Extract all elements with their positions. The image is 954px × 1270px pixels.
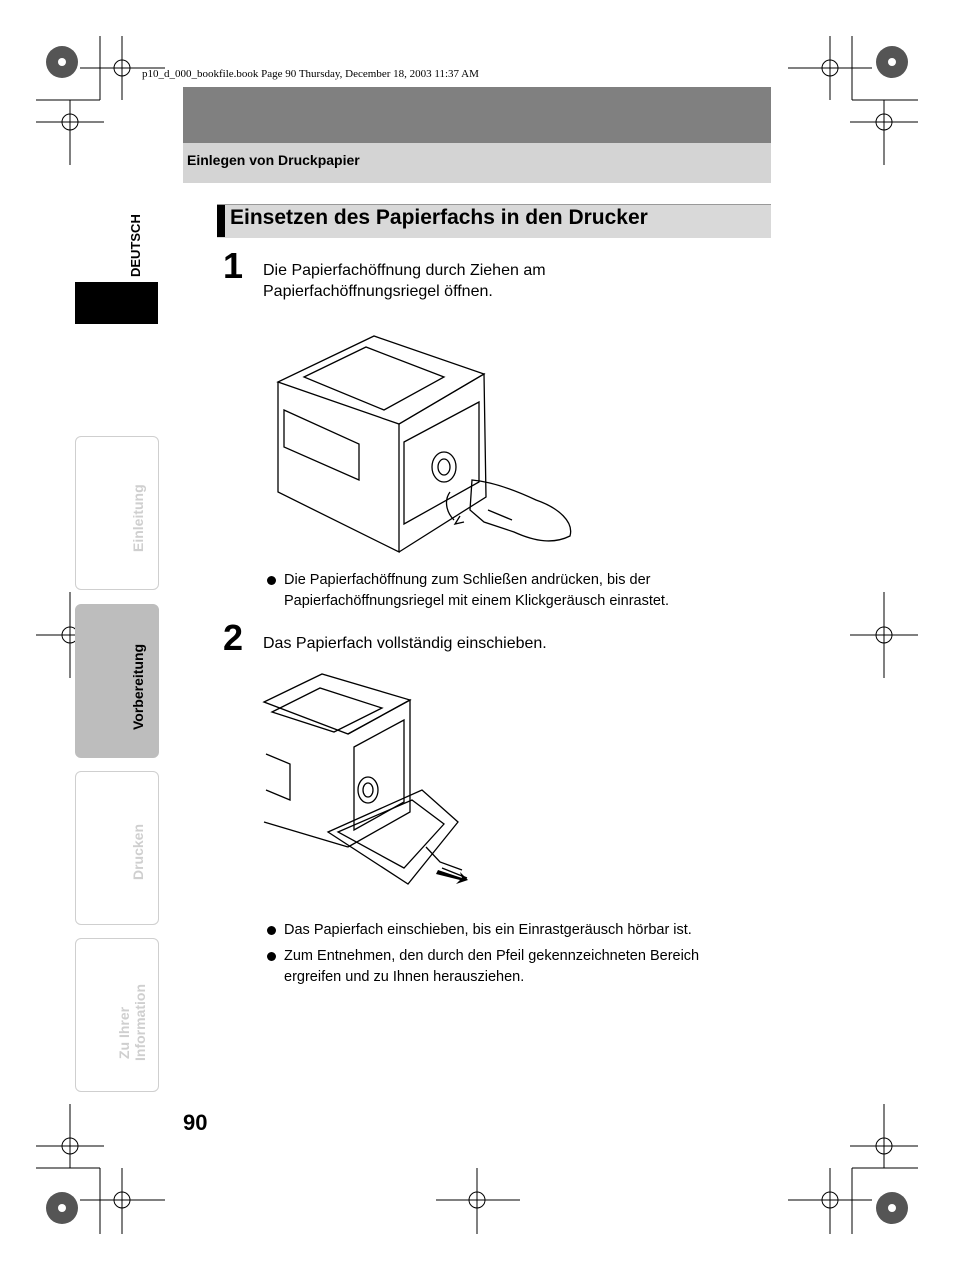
tab-vorbereitung-label: Vorbereitung [130,643,146,730]
step-2-bullet-2-line-2: ergreifen und zu Ihnen herausziehen. [284,969,525,985]
header-band [183,87,771,143]
step-1-text [263,260,546,302]
step-1-number: 1 [223,245,244,286]
step-2-bullet-2-line-1: Zum Entnehmen, den durch den Pfeil gekennzeichneten Bereich [284,948,700,964]
page-title: Einsetzen des Papierfachs in den Drucker [230,206,648,229]
bullet-dot [267,952,276,961]
tab-information-label-1: Zu Ihrer [116,1006,132,1059]
step-2-number: 2 [223,617,244,658]
tab-drucken-label: Drucken [130,823,146,880]
step-1-bullet-1-line-1: Die Papierfachöffnung zum Schließen andrücken, bis der [284,572,651,588]
step-1-line-2: Papierfachöffnungsriegel öffnen. [263,283,493,300]
bullet-dot [267,926,276,935]
tab-drucken[interactable] [75,771,159,925]
step-2-bullet-1 [284,920,754,941]
tab-einleitung[interactable] [75,436,159,590]
step-1-bullet-1 [284,570,754,612]
printer-tray-illustration [262,672,472,894]
section-title: Einlegen von Druckpapier [187,152,360,168]
language-marker [75,282,158,324]
step-1-bullet-1-line-2: Papierfachöffnungsriegel mit einem Klickgeräusch einrastet. [284,593,669,609]
page-number: 90 [183,1110,208,1135]
step-2-bullet-1-line-1: Das Papierfach einschieben, bis ein Einrastgeräusch hörbar ist. [284,922,692,938]
step-2-text: Das Papierfach vollständig einschieben. [263,635,547,652]
heading-accent [217,205,225,237]
file-meta: p10_d_000_bookfile.book Page 90 Thursday, December 18, 2003 11:37 AM [142,68,479,80]
tab-vorbereitung[interactable] [75,604,159,758]
step-1-line-1: Die Papierfachöffnung durch Ziehen am [263,262,546,279]
bullet-dot [267,576,276,585]
tab-information[interactable] [75,938,159,1092]
tab-information-label-2: Information [132,984,148,1061]
tab-einleitung-label: Einleitung [130,484,146,552]
language-label: DEUTSCH [128,214,143,277]
printer-open-illustration [274,332,579,558]
step-2-bullet-2 [284,946,754,988]
